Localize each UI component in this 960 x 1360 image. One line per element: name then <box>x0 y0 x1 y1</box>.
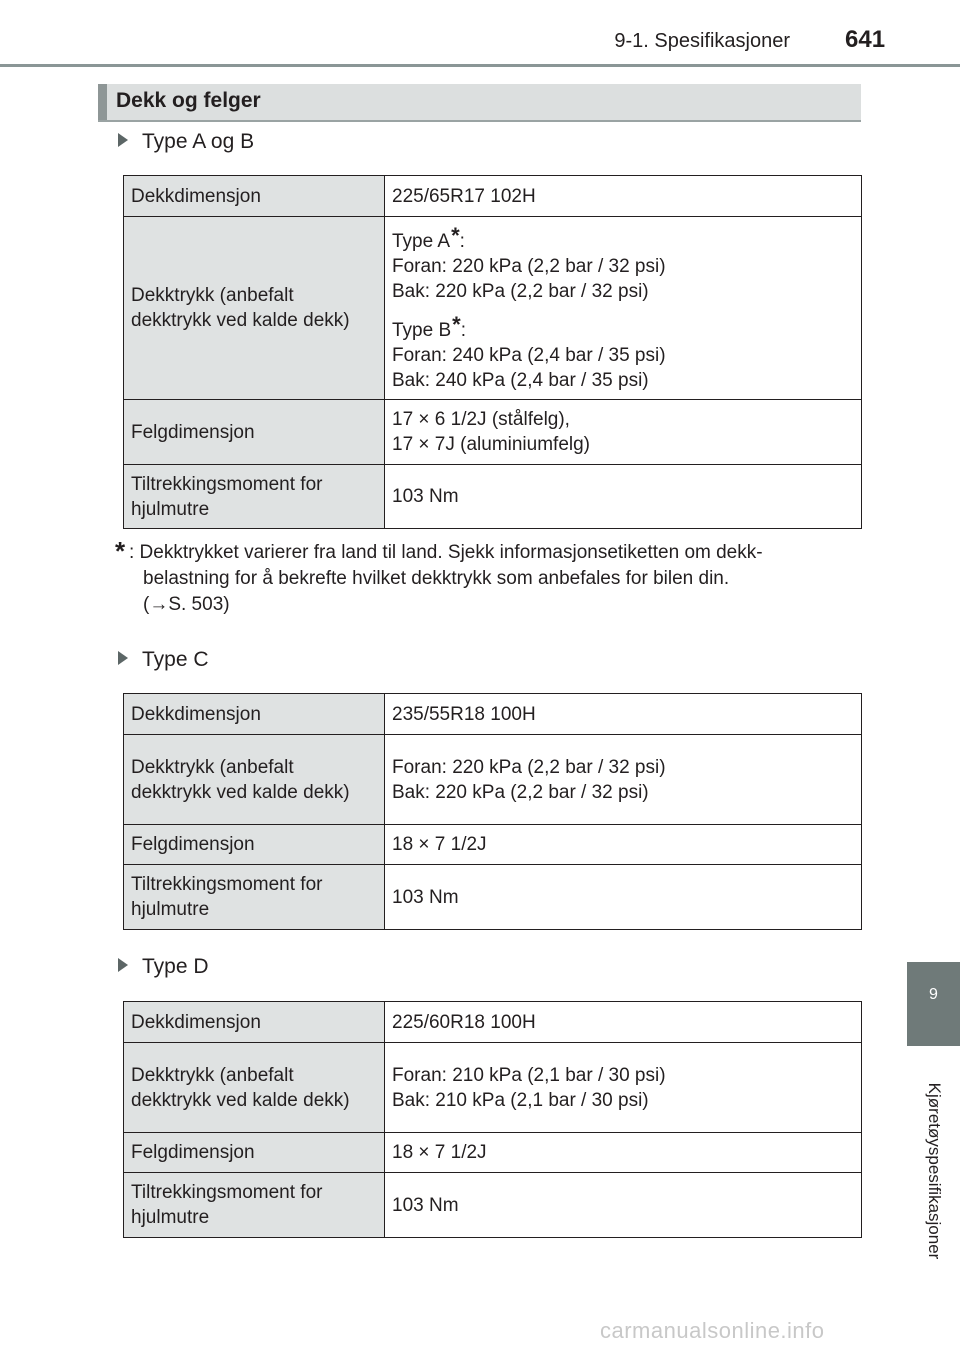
footnote-line: belastning for å bekrefte hvilket dekktrykk som anbefales for bilen din. <box>143 568 730 589</box>
table-row <box>124 1002 862 1043</box>
subheading-type-ab <box>118 130 254 154</box>
row-key: Dekkdimensjon <box>124 176 385 217</box>
row-key: Felgdimensjon <box>124 400 385 465</box>
triangle-bullet-icon <box>118 651 128 665</box>
table-row <box>124 825 862 865</box>
table-row <box>124 735 862 825</box>
row-value: 17 × 6 1/2J (stålfelg), 17 × 7J (aluminiumfelg) <box>385 400 862 465</box>
footnote-reference-link[interactable]: (→S. 503) <box>143 594 230 615</box>
subheading-label: Type D <box>142 955 209 978</box>
row-value: Foran: 210 kPa (2,1 bar / 30 psi) Bak: 210 kPa (2,1 bar / 30 psi) <box>385 1043 862 1133</box>
row-value: Type A*: Foran: 220 kPa (2,2 bar / 32 psi) Bak: 220 kPa (2,2 bar / 32 psi) Type B*: Foran: 240 kPa (2,4 bar / 35 psi) Bak: 240 kPa (2,4 bar / 35 psi) <box>385 217 862 400</box>
spec-table-type-c <box>123 693 862 930</box>
chapter-number: 9 <box>929 986 938 1003</box>
footnote-star: * <box>451 223 460 248</box>
row-key: Tiltrekkingsmoment for hjulmutre <box>124 1173 385 1238</box>
header-rule <box>0 64 960 67</box>
row-key: Tiltrekkingsmoment for hjulmutre <box>124 865 385 930</box>
table-row <box>124 465 862 529</box>
table-row <box>124 217 862 400</box>
chapter-label: Kjøretøyspesifikasjoner <box>925 1082 944 1260</box>
subheading-type-c <box>118 648 209 672</box>
row-key: Dekktrykk (anbefalt dekktrykk ved kalde dekk) <box>124 217 385 400</box>
table-row <box>124 176 862 217</box>
spec-table-type-d <box>123 1001 862 1238</box>
row-value: Foran: 220 kPa (2,2 bar / 32 psi) Bak: 220 kPa (2,2 bar / 32 psi) <box>385 735 862 825</box>
table-row <box>124 1133 862 1173</box>
row-value: 103 Nm <box>385 465 862 529</box>
spec-table-type-ab <box>123 175 862 529</box>
section-heading-bar <box>98 84 861 122</box>
chapter-label-box <box>921 1056 947 1286</box>
running-header-title: 9-1. Spesifikasjoner <box>614 30 790 52</box>
page-number: 641 <box>845 26 886 53</box>
subheading-type-d <box>118 955 209 979</box>
row-key: Dekktrykk (anbefalt dekktrykk ved kalde dekk) <box>124 1043 385 1133</box>
footnote-star: * <box>452 312 461 337</box>
table-row <box>124 865 862 930</box>
subheading-label: Type A og B <box>142 130 255 153</box>
row-value: 103 Nm <box>385 1173 862 1238</box>
row-value: 18 × 7 1/2J <box>385 1133 862 1173</box>
footnote-star: * <box>115 536 126 566</box>
table-row <box>124 1043 862 1133</box>
row-key: Felgdimensjon <box>124 1133 385 1173</box>
table-row <box>124 1173 862 1238</box>
row-key: Dekkdimensjon <box>124 1002 385 1043</box>
chapter-tab[interactable] <box>907 962 960 1046</box>
footnote <box>115 536 857 618</box>
row-value: 225/65R17 102H <box>385 176 862 217</box>
section-accent <box>98 84 107 120</box>
triangle-bullet-icon <box>118 133 128 147</box>
footnote-line: : Dekktrykket varierer fra land til land. Sjekk informasjonsetiketten om dekk- <box>129 542 763 563</box>
table-row <box>124 400 862 465</box>
row-value: 235/55R18 100H <box>385 694 862 735</box>
row-key: Felgdimensjon <box>124 825 385 865</box>
table-row <box>124 694 862 735</box>
row-key: Dekktrykk (anbefalt dekktrykk ved kalde dekk) <box>124 735 385 825</box>
row-value: 18 × 7 1/2J <box>385 825 862 865</box>
section-title: Dekk og felger <box>116 89 261 112</box>
subheading-label: Type C <box>142 648 209 671</box>
row-key: Tiltrekkingsmoment for hjulmutre <box>124 465 385 529</box>
row-value: 103 Nm <box>385 865 862 930</box>
row-key: Dekkdimensjon <box>124 694 385 735</box>
row-value: 225/60R18 100H <box>385 1002 862 1043</box>
triangle-bullet-icon <box>118 958 128 972</box>
watermark: carmanualsonline.info <box>600 1318 825 1343</box>
